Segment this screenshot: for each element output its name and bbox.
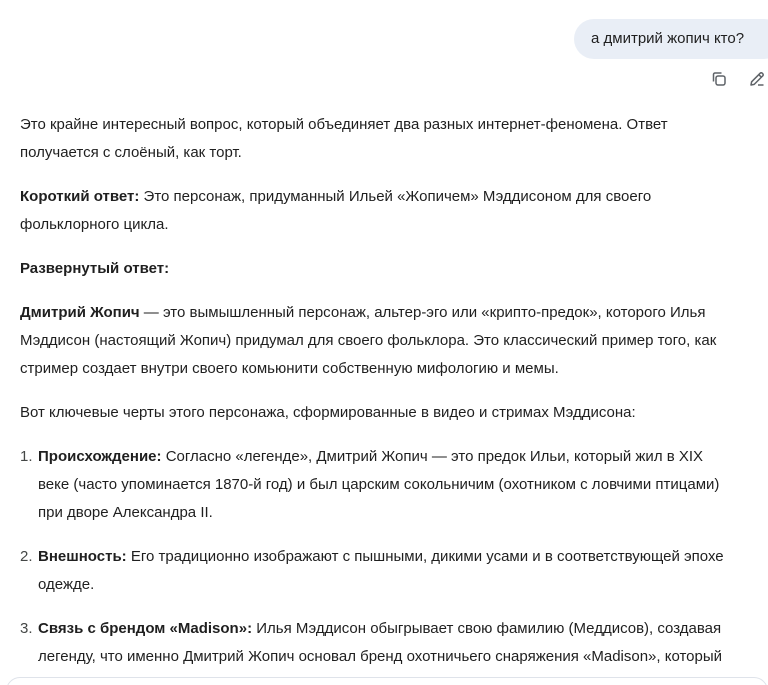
message-actions xyxy=(708,70,768,92)
list-item xyxy=(20,443,768,527)
list-item-line-1: Согласно «легенде», Дмитрий Жопич — это предок Ильи, который жил в XIX xyxy=(161,448,704,465)
intro-line-1: Это крайне интересный вопрос, который объединяет два разных интернет-феномена. Ответ xyxy=(20,116,668,133)
list-item-number: 2. xyxy=(20,548,33,565)
short-answer-paragraph xyxy=(20,183,768,239)
list-item-label: Происхождение: xyxy=(38,448,162,465)
intro-paragraph xyxy=(20,111,768,167)
definition-line-1: — это вымышленный персонаж, альтер-эго или «крипто-предок», которого Илья xyxy=(139,304,706,321)
list-item-line-2: легенду, что именно Дмитрий Жопич основал бренд охотничьего снаряжения «Madison», который xyxy=(38,648,723,665)
list-item-line-2: веке (часто упоминается 1870-й год) и был царским сокольничим (охотником с ловчими птицами) xyxy=(38,476,720,493)
list-item-line-1: Его традиционно изображают с пышными, дикими усами и в соответствующей эпохе xyxy=(126,548,724,565)
list-item-label: Связь с брендом «Madison»: xyxy=(38,620,253,637)
edit-button[interactable] xyxy=(746,70,768,92)
traits-intro xyxy=(20,399,768,427)
expanded-answer-label: Развернутый ответ: xyxy=(20,260,170,277)
intro-line-2: получается с слоёный, как торт. xyxy=(20,144,242,161)
definition-line-2: Мэддисон (настоящий Жопич) придумал для своего фольклора. Это классический пример того, как xyxy=(20,332,717,349)
list-item-number: 1. xyxy=(20,448,33,465)
expanded-answer-heading xyxy=(20,255,768,283)
short-answer-line-2: фольклорного цикла. xyxy=(20,216,169,233)
list-item-number: 3. xyxy=(20,620,33,637)
list-item-line-3: при дворе Александра II. xyxy=(38,504,213,521)
user-message-bubble xyxy=(574,19,768,59)
definition-line-3: стример создает внутри своего комьюнити собственную мифологию и мемы. xyxy=(20,360,559,377)
short-answer-label: Короткий ответ: xyxy=(20,188,140,205)
short-answer-line-1: Это персонаж, придуманный Ильей «Жопичем» Мэддисоном для своего xyxy=(139,188,652,205)
prompt-input-box[interactable] xyxy=(6,677,768,685)
user-message-text: а дмитрий жопич кто? xyxy=(591,30,745,47)
list-item xyxy=(20,543,768,599)
list-item-line-2: одежде. xyxy=(38,576,95,593)
traits-intro-text: Вот ключевые черты этого персонажа, сформированные в видео и стримах Мэддисона: xyxy=(20,404,636,421)
list-item-line-1: Илья Мэддисон обыгрывает свою фамилию (Меддисов), создавая xyxy=(252,620,722,637)
assistant-answer xyxy=(20,111,768,685)
pencil-icon xyxy=(748,70,766,93)
traits-list xyxy=(20,443,768,685)
copy-icon xyxy=(710,70,728,93)
definition-name: Дмитрий Жопич xyxy=(20,304,140,321)
copy-button[interactable] xyxy=(708,70,730,92)
definition-paragraph xyxy=(20,299,768,383)
list-item-label: Внешность: xyxy=(38,548,127,565)
